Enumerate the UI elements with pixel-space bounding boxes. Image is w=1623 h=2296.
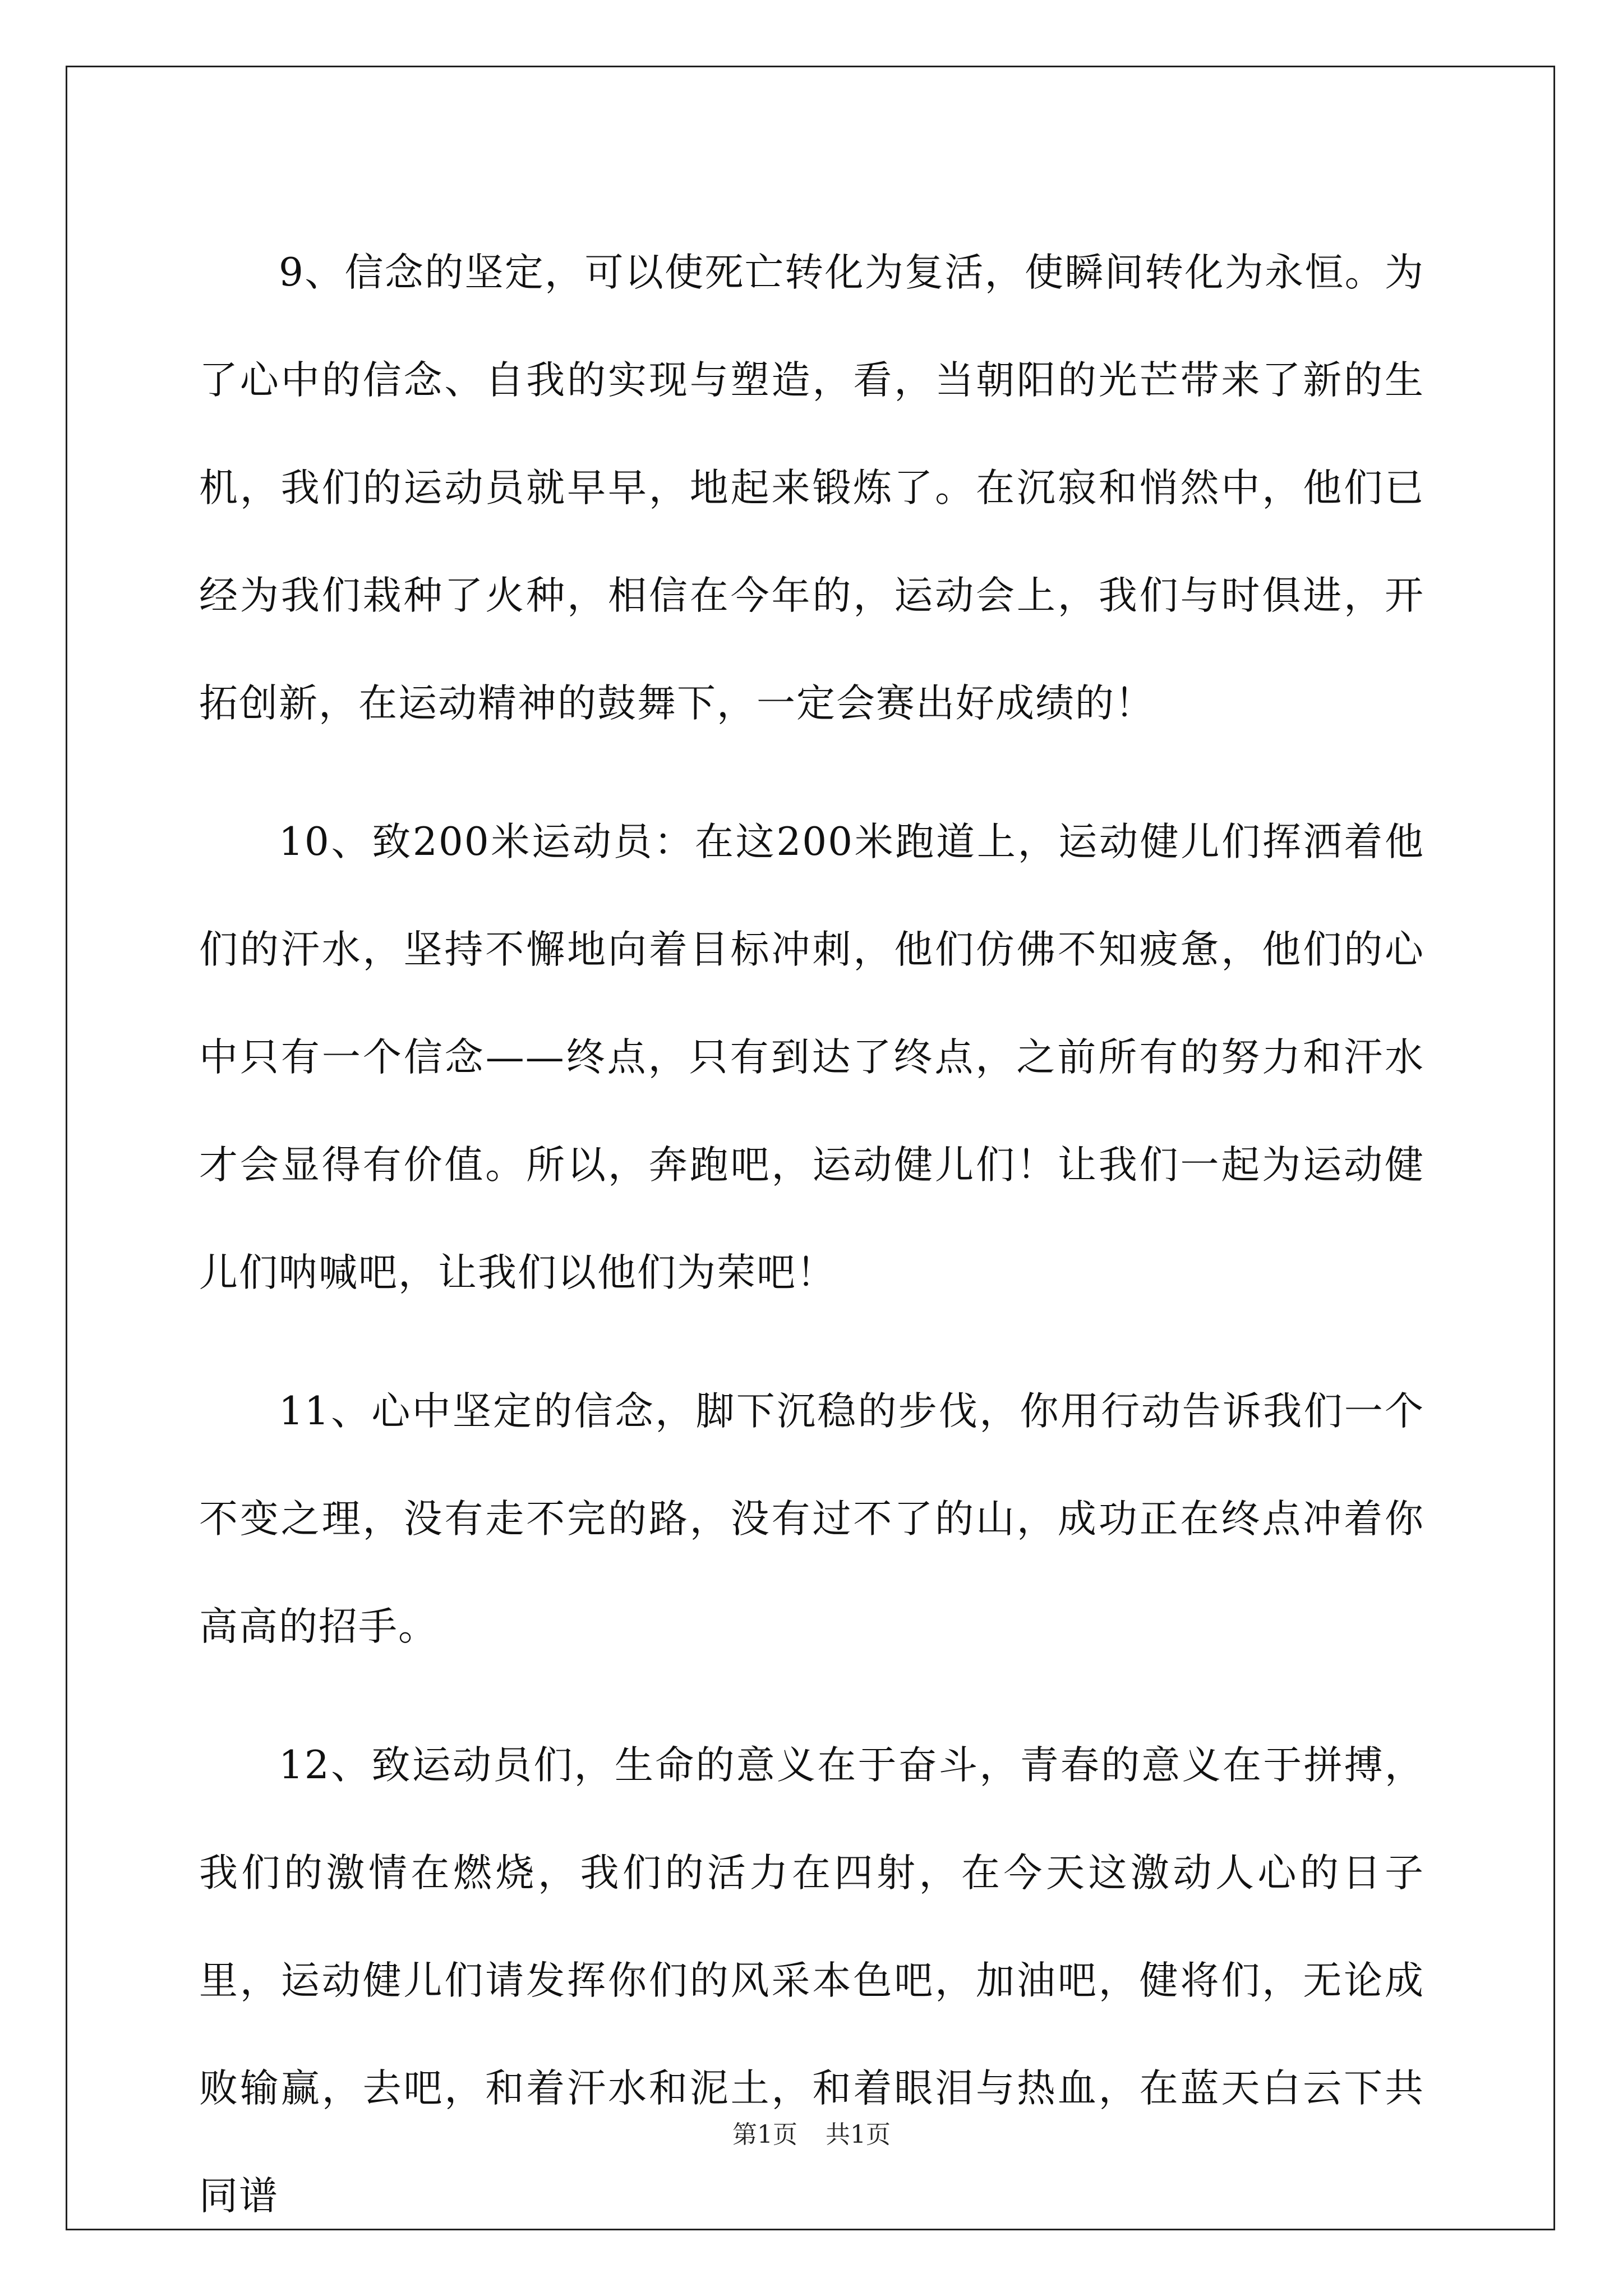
document-body — [199, 219, 1424, 2281]
page-number-total: 共1页 — [826, 2120, 891, 2149]
paragraph-9: 9、信念的坚定，可以使死亡转化为复活，使瞬间转化为永恒。为了心中的信念、自我的实现与塑造，看，当朝阳的光芒带来了新的生机，我们的运动员就早早，地起来锻炼了。在沉寂和悄然中，他们已经为我们栽种了火种，相信在今年的，运动会上，我们与时俱进，开拓创新，在运动精神的鼓舞下，一定会赛出好成绩的！ — [199, 250, 1424, 726]
page-footer — [0, 2118, 1623, 2152]
page-number-current: 第1页 — [732, 2120, 797, 2149]
paragraph-12: 12、致运动员们，生命的意义在于奋斗，青春的意义在于拼搏，我们的激情在燃烧，我们的活力在四射，在今天这激动人心的日子里，运动健儿们请发挥你们的风采本色吧，加油吧，健将们，无论成败输赢，去吧，和着汗水和泥土，和着眼泪与热血，在蓝天白云下共同谱 — [199, 1743, 1424, 2219]
paragraph-11: 11、心中坚定的信念，脚下沉稳的步伐，你用行动告诉我们一个不变之理，没有走不完的路，没有过不了的山，成功正在终点冲着你高高的招手。 — [199, 1389, 1424, 1649]
paragraph-10: 10、致200米运动员：在这200米跑道上，运动健儿们挥洒着他们的汗水，坚持不懈地向着目标冲刺，他们仿佛不知疲惫，他们的心中只有一个信念——终点，只有到达了终点，之前所有的努力和汗水才会显得有价值。所以，奔跑吧，运动健儿们！让我们一起为运动健儿们呐喊吧，让我们以他们为荣吧！ — [199, 820, 1424, 1295]
